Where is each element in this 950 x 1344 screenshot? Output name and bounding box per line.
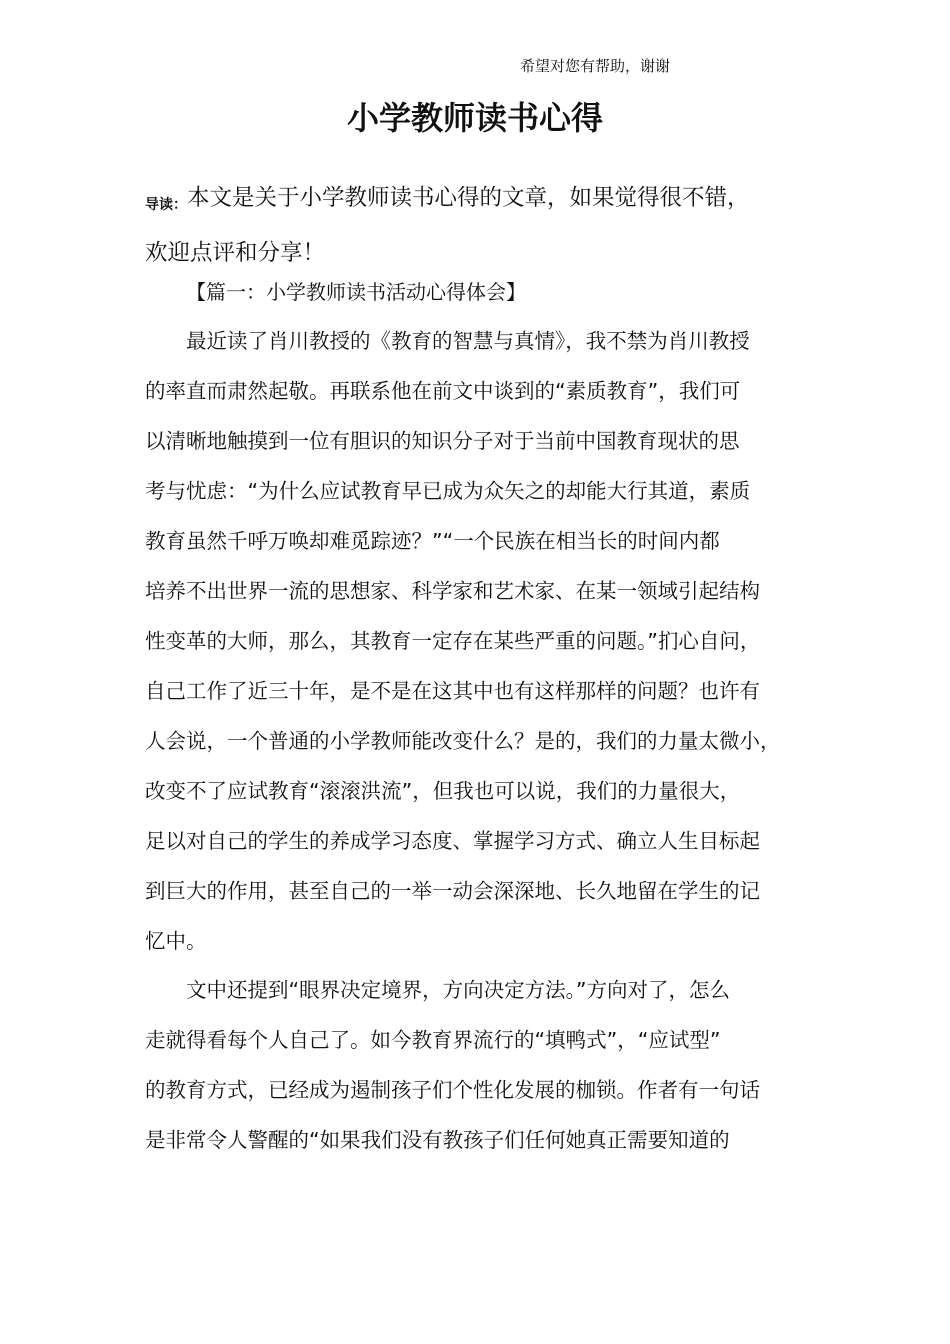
paragraph-line: 考与忧虑：“为什么应试教育早已成为众矢之的却能大行其道，素质 bbox=[145, 479, 751, 503]
paragraph-line: 是非常令人警醒的“如果我们没有教孩子们任何她真正需要知道的 bbox=[145, 1128, 730, 1152]
paragraph-line: 最近读了肖川教授的《教育的智慧与真情》，我不禁为肖川教授 bbox=[145, 329, 750, 353]
paragraph-line: 改变不了应试教育“滚滚洪流”，但我也可以说，我们的力量很大， bbox=[145, 779, 741, 803]
paragraph-line: 到巨大的作用，甚至自己的一举一动会深深地、长久地留在学生的记 bbox=[145, 879, 760, 903]
paragraph-line: 忆中。 bbox=[145, 929, 207, 953]
page-title: 小学教师读书心得 bbox=[346, 99, 603, 137]
intro bbox=[145, 174, 845, 277]
intro-line: 欢迎点评和分享！ bbox=[145, 240, 326, 266]
intro-label: 导读： bbox=[145, 197, 187, 213]
paragraph-line: 人会说，一个普通的小学教师能改变什么？是的，我们的力量太微小， bbox=[145, 729, 781, 753]
paragraph-2 bbox=[145, 965, 835, 1165]
paragraph-line: 性变革的大师，那么，其教育一定存在某些严重的问题。”扪心自问， bbox=[145, 629, 761, 653]
paragraph-line: 培养不出世界一流的思想家、科学家和艺术家、在某一领域引起结构 bbox=[145, 579, 760, 603]
paragraph-line: 以清晰地触摸到一位有胆识的知识分子对于当前中国教育现状的思 bbox=[145, 429, 740, 453]
paragraph-line: 的教育方式，已经成为遏制孩子们个性化发展的枷锁。作者有一句话 bbox=[145, 1078, 760, 1102]
paragraph-line: 足以对自己的学生的养成学习态度、掌握学习方式、确立人生目标起 bbox=[145, 829, 760, 853]
paragraph-line: 教育虽然千呼万唤却难觅踪迹？”“一个民族在相当长的时间内都 bbox=[145, 529, 720, 553]
intro-line bbox=[145, 174, 845, 229]
header-note: 希望对您有帮助，谢谢 bbox=[520, 57, 671, 75]
paragraph-line: 走就得看每个人自己了。如今教育界流行的“填鸭式”，“应试型” bbox=[145, 1028, 721, 1052]
section-heading: 【篇一：小学教师读书活动心得体会】 bbox=[186, 280, 526, 304]
paragraph-line: 自己工作了近三十年，是不是在这其中也有这样那样的问题？也许有 bbox=[145, 679, 760, 703]
paragraph-line: 文中还提到“眼界决定境界，方向决定方法。”方向对了，怎么 bbox=[145, 978, 730, 1002]
paragraph-1 bbox=[145, 316, 835, 966]
paragraph-line: 的率直而肃然起敬。再联系他在前文中谈到的“素质教育”，我们可 bbox=[145, 379, 741, 403]
intro-text: 本文是关于小学教师读书心得的文章，如果觉得很不错， bbox=[187, 185, 750, 211]
